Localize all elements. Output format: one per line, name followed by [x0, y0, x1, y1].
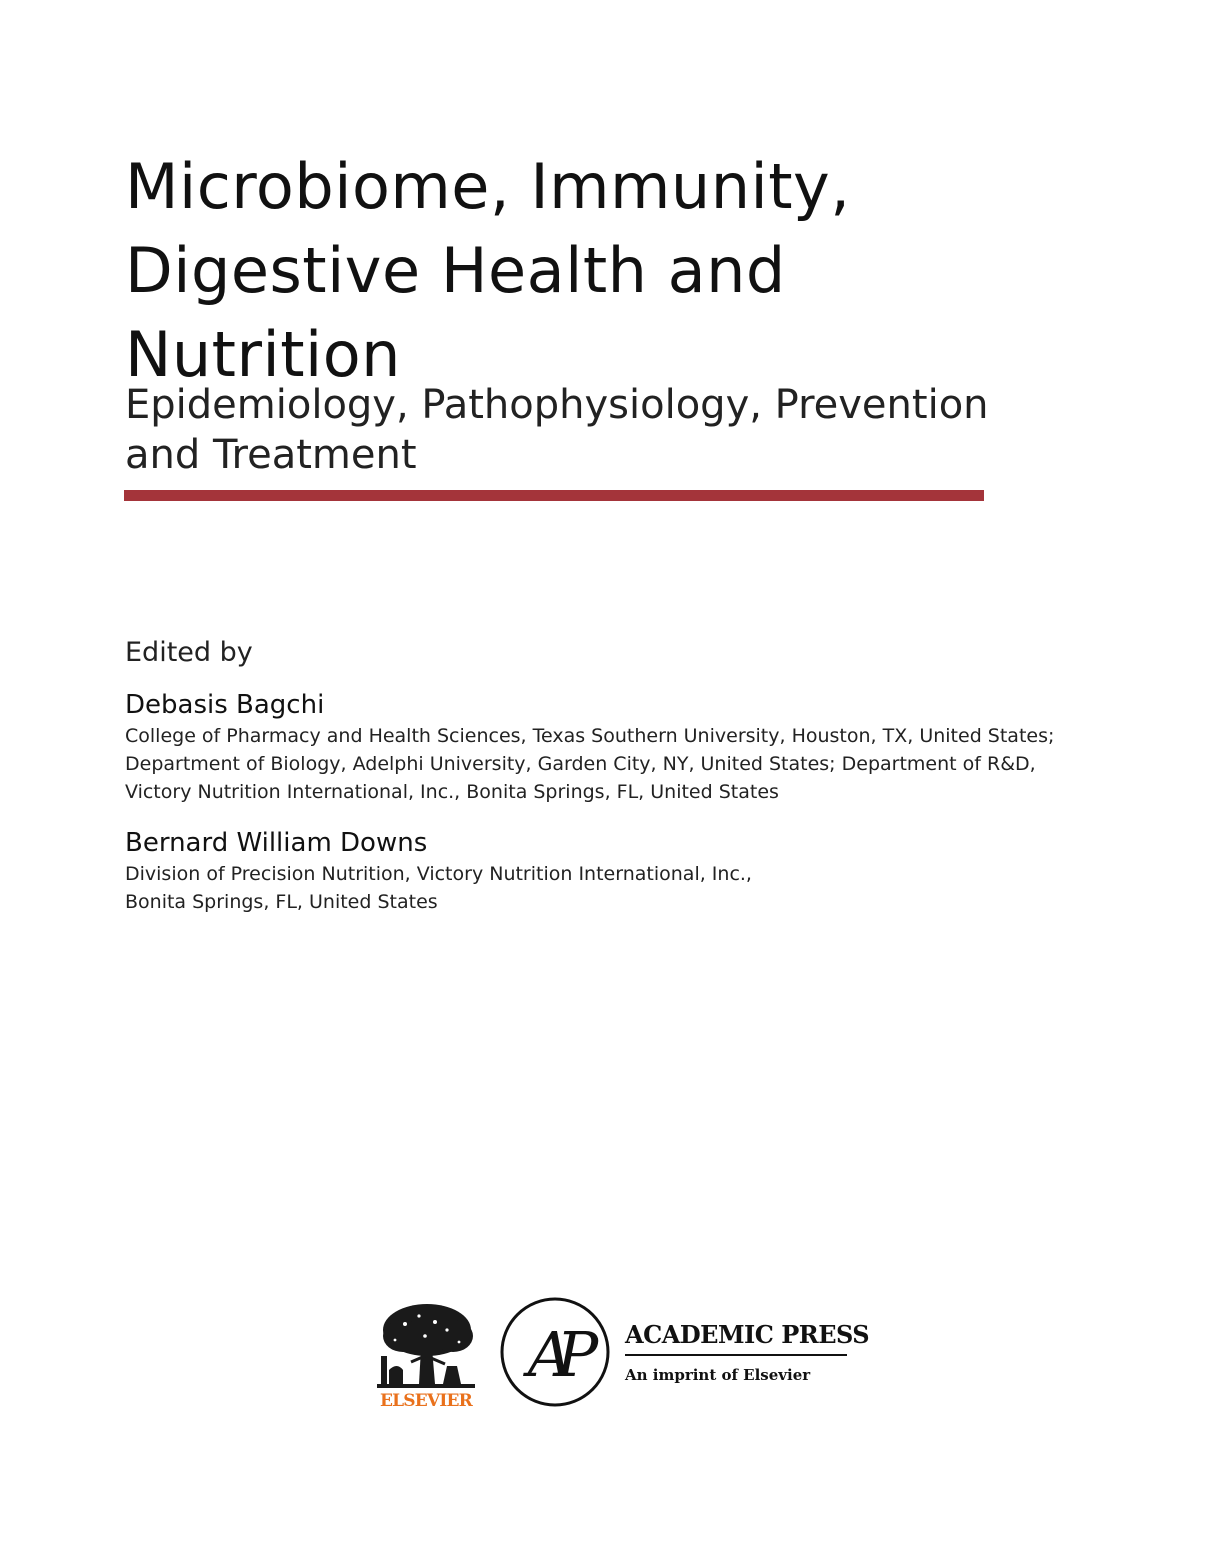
elsevier-wordmark: ELSEVIER: [380, 1391, 472, 1410]
academic-press-ap-logo: [499, 1296, 611, 1408]
editor-name: Bernard William Downs: [125, 828, 428, 858]
ap-monogram: AP: [527, 1318, 583, 1391]
elsevier-tree-logo: [375, 1300, 477, 1410]
editor-affiliation-line: College of Pharmacy and Health Sciences, Texas Southern University, Houston, TX, United States;: [125, 725, 1055, 747]
editor-entry: [125, 826, 752, 916]
editor-affiliation-line: Department of Biology, Adelphi University, Garden City, NY, United States; Department of R&D,: [125, 753, 1036, 775]
edited-by-label: Edited by: [125, 637, 253, 668]
book-subtitle-line: Epidemiology, Pathophysiology, Prevention: [125, 382, 989, 428]
book-subtitle: [125, 380, 1025, 480]
book-title-line: Digestive Health and: [125, 234, 786, 307]
editor-affiliation-line: Victory Nutrition International, Inc., Bonita Springs, FL, United States: [125, 781, 779, 803]
academic-press-wordmark: ACADEMIC PRESS: [625, 1320, 870, 1349]
press-divider: [625, 1354, 847, 1356]
book-title: [125, 145, 1025, 397]
title-divider: [124, 490, 984, 501]
editor-entry: [125, 688, 1054, 806]
editor-affiliation-line: Division of Precision Nutrition, Victory Nutrition International, Inc.,: [125, 863, 752, 885]
editor-affiliation-line: Bonita Springs, FL, United States: [125, 891, 438, 913]
book-title-line: Nutrition: [125, 318, 401, 391]
book-subtitle-line: and Treatment: [125, 432, 417, 478]
publisher-logos: [375, 1296, 870, 1416]
imprint-line: An imprint of Elsevier: [625, 1366, 811, 1384]
book-title-line: Microbiome, Immunity,: [125, 150, 851, 223]
editor-name: Debasis Bagchi: [125, 690, 325, 720]
